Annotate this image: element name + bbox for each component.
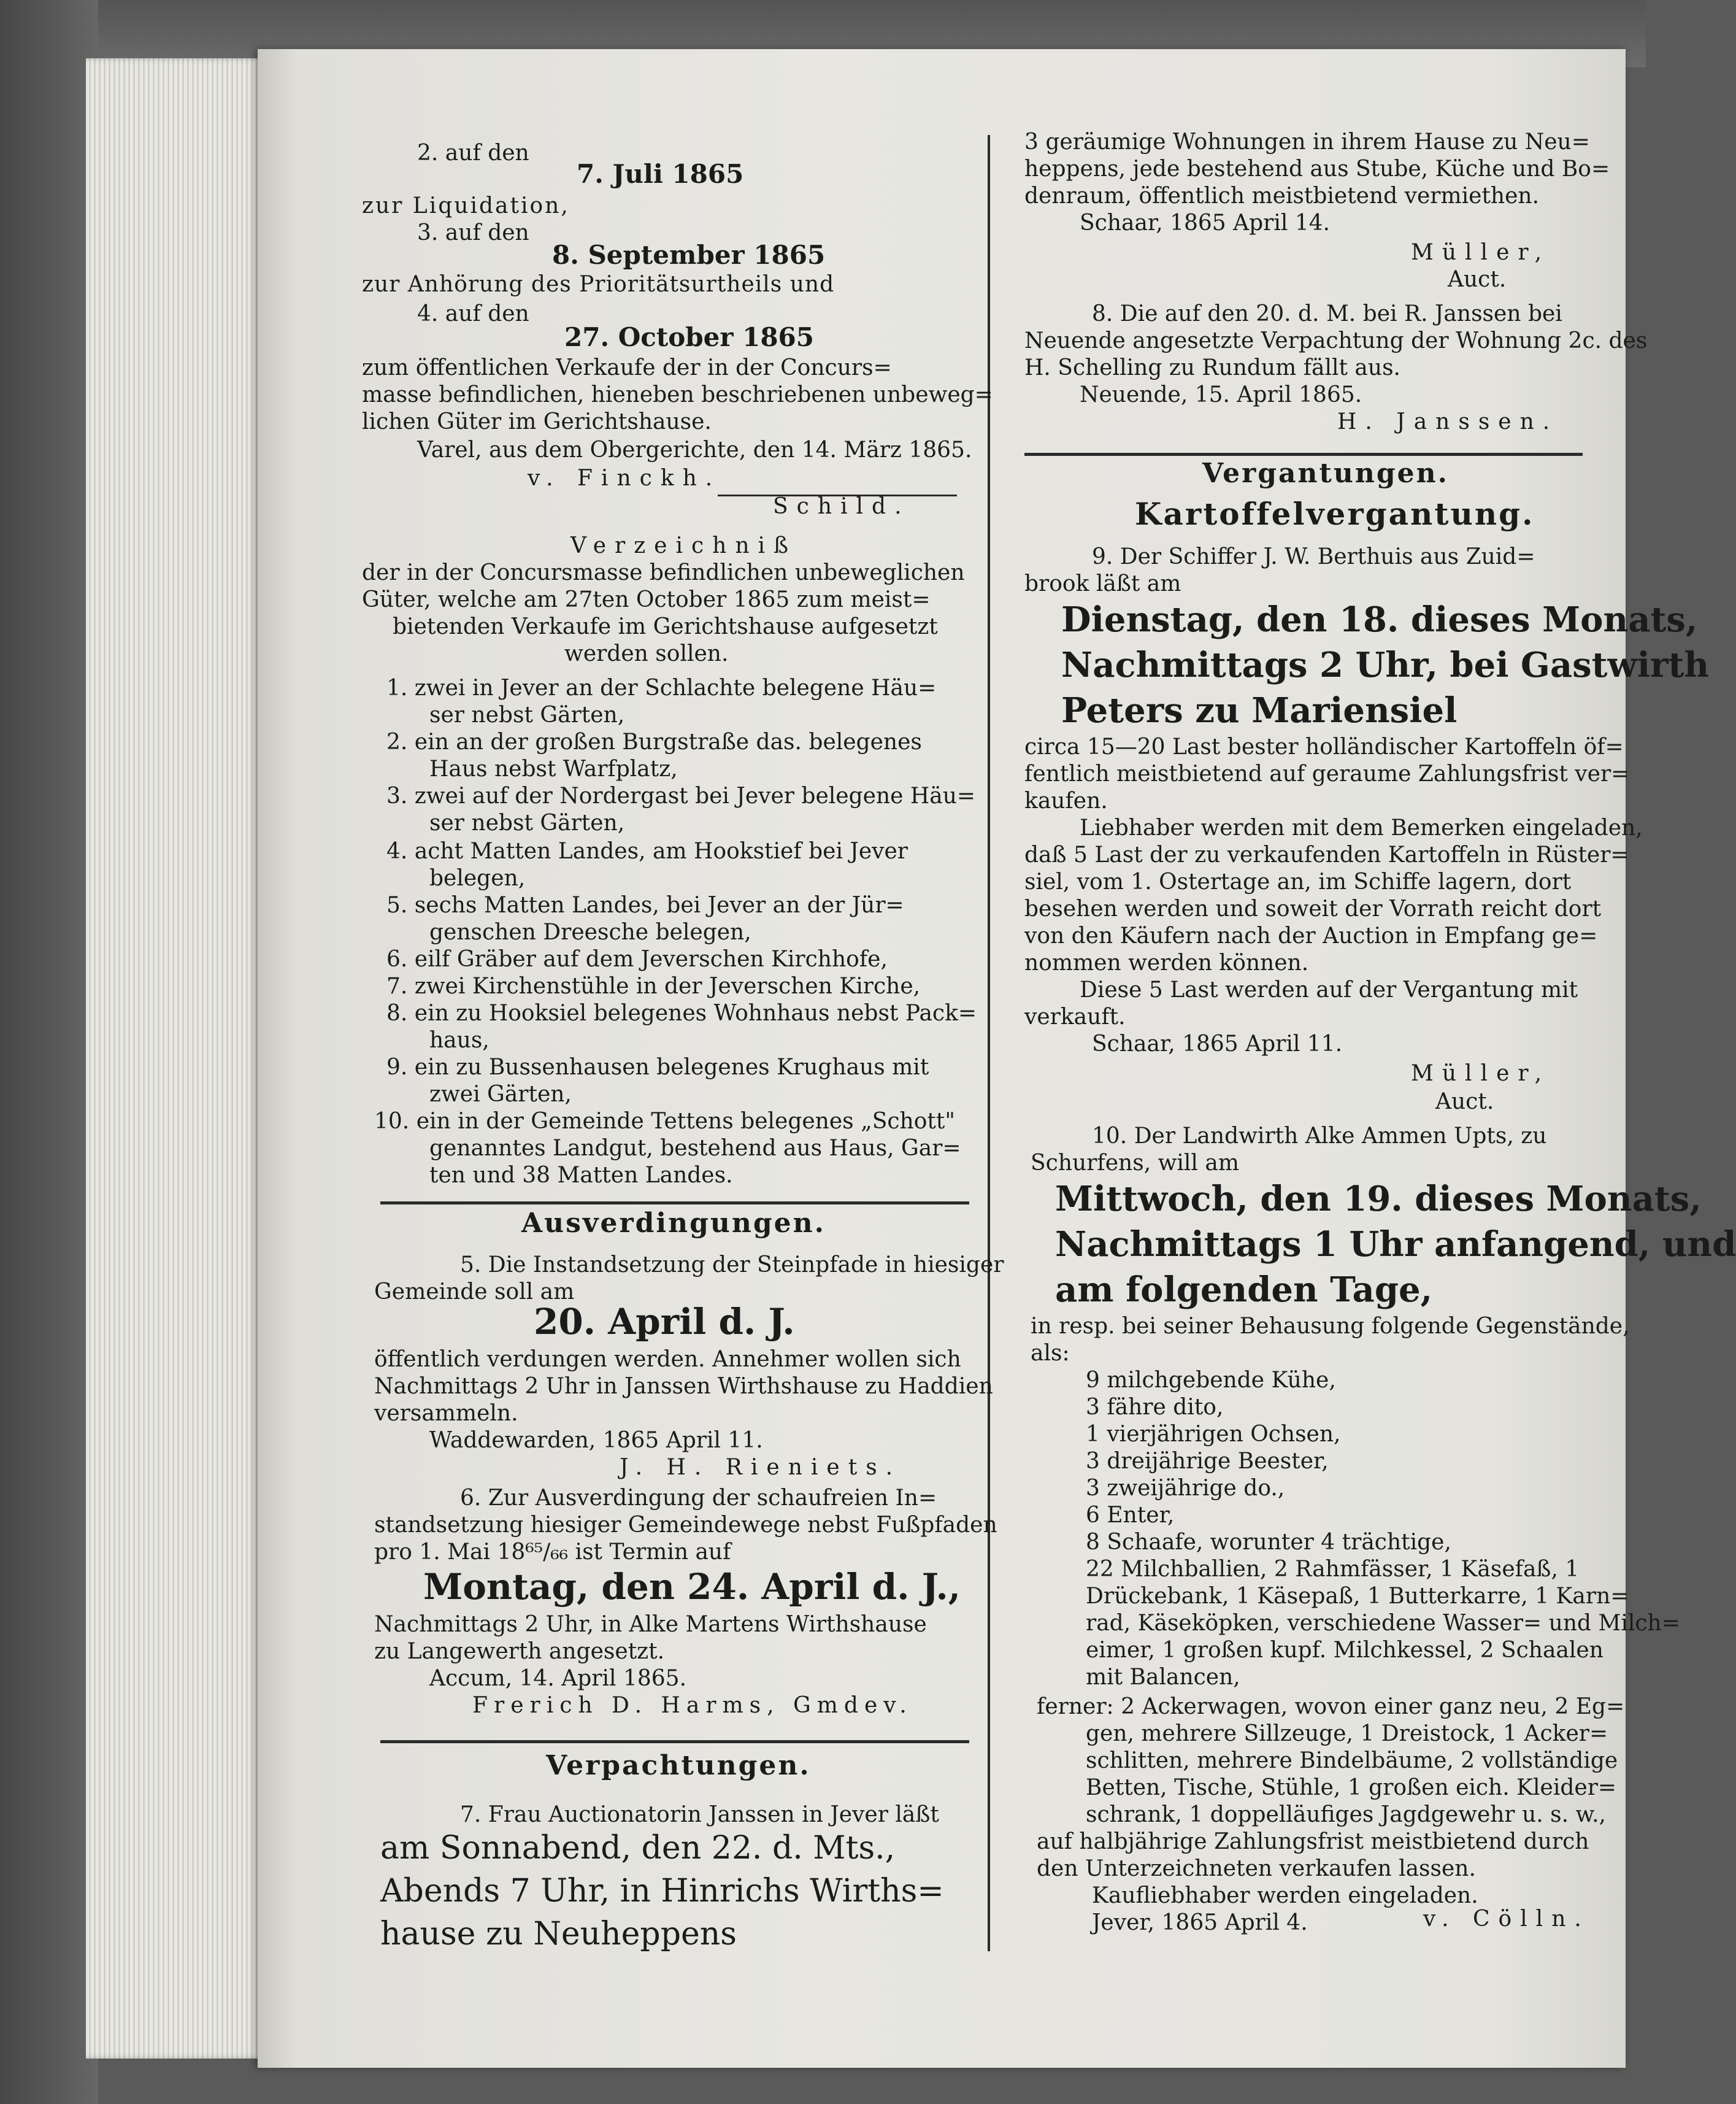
text-line: als: — [1031, 1341, 1070, 1366]
list-item: zwei Gärten, — [429, 1082, 572, 1107]
page-stack-edges — [86, 58, 264, 2059]
text-line: ferner: 2 Ackerwagen, wovon einer ganz neu, 2 Eg= — [1037, 1694, 1625, 1719]
list-item: eimer, 1 großen kupf. Milchkessel, 2 Schaalen — [1086, 1638, 1603, 1663]
text-line: von den Käufern nach der Auction in Empfang ge= — [1024, 923, 1598, 949]
date-line: 7. Juli 1865 — [577, 159, 744, 189]
text-line: schlitten, mehrere Bindelbäume, 2 vollständige — [1086, 1748, 1618, 1773]
text-line: schrank, 1 doppelläufiges Jagdgewehr u. s. w., — [1086, 1802, 1606, 1827]
text-line: 3 geräumige Wohnungen in ihrem Hause zu Neu= — [1024, 129, 1590, 155]
text-line: circa 15—20 Last bester holländischer Kartoffeln öf= — [1024, 734, 1624, 760]
emphasis-line: Peters zu Mariensiel — [1061, 690, 1458, 731]
text-line: Neuende angesetzte Verpachtung der Wohnung 2c. des — [1024, 328, 1648, 353]
emphasis-line: Nachmittags 1 Uhr anfangend, und — [1055, 1224, 1736, 1265]
text-line: brook läßt am — [1024, 571, 1181, 596]
text-line: Gemeinde soll am — [374, 1279, 575, 1304]
list-item: 6. eilf Gräber auf dem Jeverschen Kirchhofe, — [386, 947, 888, 972]
text-line: Nachmittags 2 Uhr in Janssen Wirthshause zu Haddien — [374, 1374, 993, 1399]
date-line: 27. October 1865 — [564, 322, 814, 352]
text-line: 7. Frau Auctionatorin Janssen in Jever läßt — [460, 1802, 939, 1827]
list-item: mit Balancen, — [1086, 1665, 1240, 1690]
list-item: 22 Milchballien, 2 Rahmfässer, 1 Käsefaß, 1 — [1086, 1557, 1580, 1582]
list-item: 1 vierjährigen Ochsen, — [1086, 1422, 1341, 1447]
date-line: Montag, den 24. April d. J., — [423, 1566, 961, 1608]
emphasis-line: am Sonnabend, den 22. d. Mts., — [380, 1830, 896, 1867]
text-line: siel, vom 1. Ostertage an, im Schiffe lagern, dort — [1024, 869, 1572, 895]
place-date: Varel, aus dem Obergerichte, den 14. März 1865. — [417, 437, 972, 463]
text-line: zu Langewerth angesetzt. — [374, 1639, 665, 1664]
place-date: Schaar, 1865 April 14. — [1080, 210, 1331, 236]
text-line: versammeln. — [374, 1401, 518, 1426]
list-item: ser nebst Gärten, — [429, 811, 625, 836]
signature: v. Cölln. — [1423, 1906, 1590, 1932]
text-line: in resp. bei seiner Behausung folgende Gegenstände, — [1031, 1314, 1630, 1339]
list-item: 9. ein zu Bussenhausen belegenes Krughaus mit — [386, 1055, 929, 1080]
list-item: 8 Schaafe, worunter 4 trächtige, — [1086, 1530, 1451, 1555]
text-line: Kaufliebhaber werden eingeladen. — [1092, 1883, 1478, 1908]
text-line: heppens, jede bestehend aus Stube, Küche und Bo= — [1024, 156, 1610, 182]
text-line: pro 1. Mai 18⁶⁵/₆₆ ist Termin auf — [374, 1539, 731, 1565]
text-line: 5. Die Instandsetzung der Steinpfade in hiesiger — [460, 1252, 1004, 1277]
list-item: 4. acht Matten Landes, am Hookstief bei Jever — [386, 839, 908, 864]
place-date: Accum, 14. April 1865. — [429, 1666, 687, 1691]
list-item: belegen, — [429, 866, 526, 891]
date-line: 8. September 1865 — [552, 240, 826, 270]
emphasis-line: Mittwoch, den 19. dieses Monats, — [1055, 1179, 1702, 1219]
text-line: Diese 5 Last werden auf der Vergantung mit — [1080, 977, 1578, 1003]
text-line: zum öffentlichen Verkaufe der in der Concurs= — [362, 355, 892, 380]
list-item: genanntes Landgut, bestehend aus Haus, Gar= — [429, 1136, 961, 1161]
list-item: 9 milchgebende Kühe, — [1086, 1368, 1336, 1393]
text-line: 6. Zur Ausverdingung der schaufreien In= — [460, 1486, 937, 1511]
signature: Frerich D. Harms, Gmdev. — [472, 1693, 913, 1718]
text-line: verkauft. — [1024, 1004, 1126, 1030]
text-line: Liebhaber werden mit dem Bemerken eingeladen, — [1080, 815, 1643, 841]
text-line: 9. Der Schiffer J. W. Berthuis aus Zuid= — [1092, 544, 1535, 569]
text-line: Güter, welche am 27ten October 1865 zum meist= — [362, 587, 931, 612]
place-date: Schaar, 1865 April 11. — [1092, 1031, 1343, 1057]
text-line: gen, mehrere Sillzeuge, 1 Dreistock, 1 Acker= — [1086, 1721, 1608, 1746]
text-line: H. Schelling zu Rundum fällt aus. — [1024, 355, 1400, 380]
list-item: Haus nebst Warfplatz, — [429, 757, 678, 782]
list-item: haus, — [429, 1028, 490, 1053]
text-line: fentlich meistbietend auf geraume Zahlungsfrist ver= — [1024, 761, 1630, 787]
section-rule — [1024, 453, 1583, 456]
text-line: 2. auf den — [417, 141, 529, 166]
text-line: werden sollen. — [564, 641, 729, 666]
signature: Schild. — [773, 494, 910, 519]
section-heading: Verpachtungen. — [546, 1750, 811, 1781]
text-line: auf halbjährige Zahlungsfrist meistbietend durch — [1037, 1829, 1589, 1854]
section-rule — [380, 1201, 969, 1204]
text-line: standsetzung hiesiger Gemeindewege nebst Fußpfaden — [374, 1512, 997, 1538]
list-item: 3. zwei auf der Nordergast bei Jever belegene Häu= — [386, 784, 976, 809]
text-line: der in der Concursmasse befindlichen unbeweglichen — [362, 560, 965, 585]
signature: J. H. Rieniets. — [620, 1455, 902, 1480]
text-line: bietenden Verkaufe im Gerichtshause aufgesetzt — [393, 614, 938, 639]
list-item: 1. zwei in Jever an der Schlachte belegene Häu= — [386, 676, 937, 701]
section-subheading: Kartoffelvergantung. — [1135, 496, 1535, 532]
text-line: 8. Die auf den 20. d. M. bei R. Janssen bei — [1092, 301, 1562, 326]
emphasis-line: am folgenden Tage, — [1055, 1270, 1433, 1310]
list-item: 3 fähre dito, — [1086, 1395, 1224, 1420]
text-line: zur Anhörung des Prioritätsurtheils und — [362, 272, 835, 297]
list-item: ten und 38 Matten Landes. — [429, 1163, 733, 1188]
signature: v. Finckh. — [528, 466, 721, 491]
emphasis-line: Nachmittags 2 Uhr, bei Gastwirth — [1061, 645, 1710, 685]
list-item: 8. ein zu Hooksiel belegenes Wohnhaus nebst Pack= — [386, 1001, 977, 1026]
signature-title: Auct. — [1435, 1089, 1494, 1114]
place-date: Neuende, 15. April 1865. — [1080, 382, 1362, 407]
list-item: rad, Käseköpken, verschiedene Wasser= und Milch= — [1086, 1611, 1680, 1636]
list-item: genschen Dreesche belegen, — [429, 920, 751, 945]
text-line: Betten, Tische, Stühle, 1 großen eich. Kleider= — [1086, 1775, 1617, 1800]
text-line: 4. auf den — [417, 301, 529, 326]
section-heading: Ausverdingungen. — [521, 1208, 826, 1239]
text-line: kaufen. — [1024, 788, 1108, 814]
text-line: daß 5 Last der zu verkaufenden Kartoffeln in Rüster= — [1024, 842, 1629, 868]
date-line: 20. April d. J. — [534, 1301, 795, 1343]
signature: Müller, — [1411, 1061, 1551, 1086]
place-date: Waddewarden, 1865 April 11. — [429, 1428, 763, 1453]
text-line: den Unterzeichneten verkaufen lassen. — [1037, 1856, 1476, 1881]
signature: Müller, — [1411, 240, 1551, 265]
section-title: Verzeichniß — [570, 533, 797, 558]
list-item: 3 dreijährige Beester, — [1086, 1449, 1329, 1474]
signature-title: Auct. — [1448, 267, 1507, 292]
text-line: Nachmittags 2 Uhr, in Alke Martens Wirthshause — [374, 1612, 927, 1637]
section-rule — [380, 1740, 969, 1743]
text-line: denraum, öffentlich meistbietend vermiethen. — [1024, 183, 1540, 209]
emphasis-line: hause zu Neuheppens — [380, 1916, 737, 1952]
list-item: 6 Enter, — [1086, 1503, 1175, 1528]
emphasis-line: Abends 7 Uhr, in Hinrichs Wirths= — [380, 1873, 944, 1909]
text-line: masse befindlichen, hieneben beschriebenen unbeweg= — [362, 382, 993, 407]
list-item: 3 zweijährige do., — [1086, 1476, 1285, 1501]
list-item: 7. zwei Kirchenstühle in der Jeverschen Kirche, — [386, 974, 921, 999]
list-item: 2. ein an der großen Burgstraße das. belegenes — [386, 730, 922, 755]
emphasis-line: Dienstag, den 18. dieses Monats, — [1061, 599, 1698, 640]
place-date: Jever, 1865 April 4. — [1092, 1910, 1308, 1935]
list-item: 10. ein in der Gemeinde Tettens belegenes „Schott" — [374, 1109, 955, 1134]
list-item: 5. sechs Matten Landes, bei Jever an der Jür= — [386, 893, 904, 918]
list-item: ser nebst Gärten, — [429, 703, 625, 728]
text-line: zur Liquidation, — [362, 193, 570, 218]
text-line: nommen werden können. — [1024, 950, 1309, 976]
text-line: lichen Güter im Gerichtshause. — [362, 409, 712, 434]
section-heading: Vergantungen. — [1202, 458, 1449, 489]
signature: H. Janssen. — [1337, 409, 1559, 434]
text-line: Schurfens, will am — [1031, 1150, 1239, 1176]
text-line: öffentlich verdungen werden. Annehmer wollen sich — [374, 1347, 961, 1372]
text-line: besehen werden und soweit der Vorrath reicht dort — [1024, 896, 1602, 922]
text-line: 10. Der Landwirth Alke Ammen Upts, zu — [1092, 1123, 1547, 1149]
list-item: Drückebank, 1 Käsepaß, 1 Butterkarre, 1 Karn= — [1086, 1584, 1629, 1609]
text-line: 3. auf den — [417, 220, 529, 245]
book-cover-edge — [0, 0, 98, 2104]
